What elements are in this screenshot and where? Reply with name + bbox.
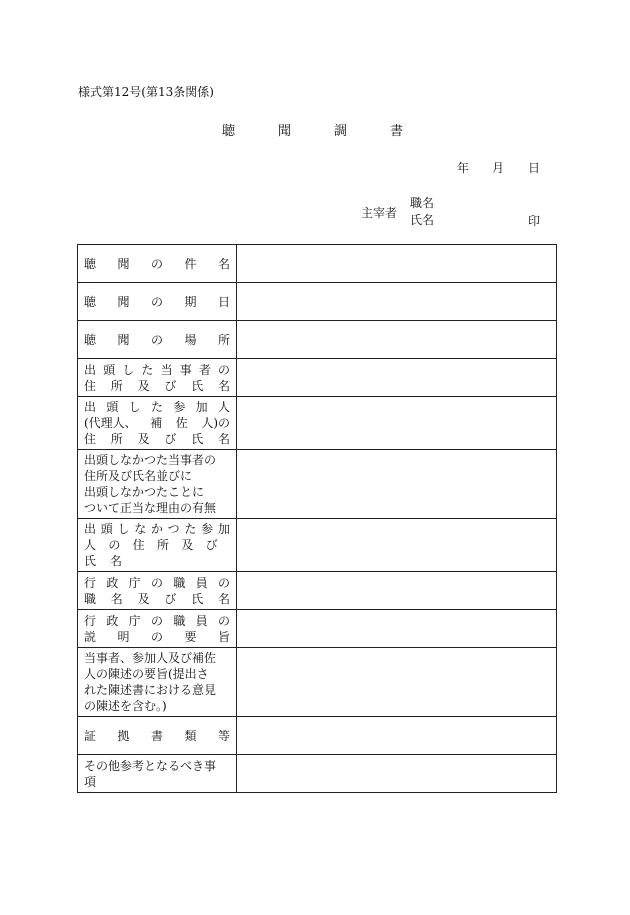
label-fragment: 名 — [110, 591, 123, 606]
label-fragment: の — [217, 613, 230, 628]
title-char: 調 — [334, 124, 348, 139]
label-line — [84, 332, 230, 348]
table-row — [78, 397, 557, 450]
label-fragment: 氏 — [84, 554, 97, 568]
label-fragment: 加 — [195, 400, 208, 414]
row-label — [78, 572, 237, 610]
label-fragment: 氏 — [191, 432, 204, 446]
label-fragment: 類 — [184, 728, 197, 743]
label-fragment: (代理人、 — [84, 416, 137, 430]
label-fragment: 名 — [217, 432, 230, 446]
label-fragment: 場 — [184, 332, 197, 347]
label-fragment: 人 — [217, 400, 230, 414]
table-row — [78, 321, 557, 359]
label-fragment: 行 — [84, 575, 97, 590]
label-fragment: 出 — [84, 362, 97, 377]
label-fragment: の — [150, 332, 163, 347]
name-label: 氏名 — [410, 213, 435, 227]
row-value-field[interactable] — [237, 283, 557, 321]
label-fragment: の陳述を含む。) — [84, 699, 167, 713]
label-fragment: 出頭しなかつた当事者の — [84, 453, 217, 467]
row-label — [78, 397, 237, 450]
label-fragment: ついて正当な理由の有無 — [84, 501, 217, 515]
label-fragment: 当 — [160, 362, 173, 377]
label-fragment: 項 — [84, 774, 97, 789]
title-char: 書 — [390, 124, 404, 139]
label-line — [84, 452, 230, 468]
label-fragment: し — [117, 522, 130, 536]
row-label — [78, 519, 237, 572]
label-fragment: 等 — [217, 728, 230, 743]
row-value-field[interactable] — [237, 648, 557, 717]
label-line — [84, 256, 230, 272]
label-fragment: 氏 — [191, 378, 204, 393]
label-fragment: た — [184, 522, 197, 536]
label-fragment: 出 — [84, 522, 97, 536]
label-fragment: 所 — [217, 332, 230, 347]
label-fragment: 員 — [195, 575, 208, 590]
seal-mark: 印 — [528, 214, 541, 228]
label-line — [84, 500, 230, 516]
label-fragment: 名 — [217, 256, 230, 271]
label-fragment: 職 — [173, 575, 186, 590]
label-fragment: 庁 — [128, 613, 141, 628]
row-label — [78, 245, 237, 283]
label-line — [84, 682, 230, 698]
label-fragment: し — [128, 400, 141, 414]
label-fragment: 人 — [84, 538, 97, 552]
label-fragment: か — [150, 522, 163, 536]
label-fragment: 聴 — [84, 294, 97, 309]
label-fragment: 期 — [184, 294, 197, 309]
label-fragment: 聴 — [84, 256, 97, 271]
label-fragment: 出頭しなかつたことに — [84, 485, 205, 499]
document-title — [222, 120, 403, 139]
date-month-label: 月 — [492, 161, 505, 175]
date-year-label: 年 — [457, 161, 470, 175]
label-line — [84, 378, 230, 394]
label-line — [84, 575, 230, 591]
label-fragment: 政 — [106, 575, 119, 590]
label-fragment: 頭 — [106, 400, 119, 414]
label-line — [84, 294, 230, 310]
label-fragment: 所 — [110, 432, 123, 446]
label-line — [84, 666, 230, 682]
table-row — [78, 359, 557, 397]
label-fragment: 佐 — [175, 416, 188, 430]
label-fragment: の — [108, 538, 121, 552]
row-label — [78, 648, 237, 717]
label-fragment: 拠 — [117, 728, 130, 743]
label-line — [84, 758, 230, 774]
row-label — [78, 321, 237, 359]
label-fragment: 人の陳述の要旨(提出さ — [84, 667, 209, 681]
row-label — [78, 283, 237, 321]
label-fragment: 書 — [150, 728, 163, 743]
table-row — [78, 450, 557, 519]
label-fragment: の — [217, 362, 230, 377]
label-fragment: 旨 — [217, 629, 230, 644]
row-label — [78, 717, 237, 755]
label-fragment: 証 — [84, 728, 97, 743]
title-char: 聴 — [222, 124, 236, 139]
row-label — [78, 359, 237, 397]
form-number: 様式第12号(第13条関係) — [78, 85, 214, 99]
label-fragment: 及 — [137, 378, 150, 393]
label-line — [84, 431, 230, 447]
label-fragment: 頭 — [100, 522, 113, 536]
label-fragment: 明 — [117, 629, 130, 644]
table-row — [78, 245, 557, 283]
label-fragment: び — [164, 378, 177, 393]
label-fragment: 加 — [217, 522, 230, 536]
label-fragment: 氏 — [191, 591, 204, 606]
table-row — [78, 283, 557, 321]
label-fragment: 聴 — [84, 332, 97, 347]
table-row — [78, 610, 557, 648]
label-line — [84, 698, 230, 714]
label-line — [84, 362, 230, 378]
label-fragment: 職 — [173, 613, 186, 628]
label-fragment: 住 — [84, 378, 97, 393]
label-fragment: 参 — [173, 400, 186, 414]
row-value-field[interactable] — [237, 519, 557, 572]
label-fragment: の — [217, 575, 230, 590]
label-fragment: 要 — [184, 629, 197, 644]
row-value-field[interactable] — [237, 572, 557, 610]
label-fragment: その他参考となるべき事 — [84, 758, 217, 773]
label-fragment: た — [141, 362, 154, 377]
label-fragment: 住 — [84, 432, 97, 446]
label-fragment: 名 — [217, 591, 230, 606]
label-fragment: の — [150, 575, 163, 590]
label-fragment: れた陳述書における意見 — [84, 683, 217, 697]
label-fragment: 名 — [110, 554, 123, 568]
label-fragment: 行 — [84, 613, 97, 628]
table-row — [78, 717, 557, 755]
label-fragment: 職 — [84, 591, 97, 606]
table-row — [78, 755, 557, 793]
label-line — [84, 537, 230, 553]
label-line — [84, 629, 230, 645]
label-fragment: 員 — [195, 613, 208, 628]
label-fragment: な — [134, 522, 147, 536]
row-value-field[interactable] — [237, 450, 557, 519]
label-fragment: た — [150, 400, 163, 414]
label-fragment: の — [150, 294, 163, 309]
row-label — [78, 610, 237, 648]
table-row — [78, 572, 557, 610]
row-value-field[interactable] — [237, 397, 557, 450]
presider-label: 主宰者 — [361, 206, 398, 220]
label-fragment: 所 — [110, 378, 123, 393]
label-fragment: 当事者、参加人及び補佐 — [84, 651, 217, 665]
row-value-field[interactable] — [237, 610, 557, 648]
label-fragment: 件 — [184, 256, 197, 271]
label-fragment: 人)の — [201, 416, 230, 430]
label-fragment: 所 — [156, 538, 169, 552]
label-line — [84, 468, 230, 484]
row-value-field[interactable] — [237, 245, 557, 283]
presider-post-name-labels — [410, 195, 434, 229]
label-fragment: 出 — [84, 400, 97, 414]
label-fragment: 及 — [137, 591, 150, 606]
post-label: 職名 — [410, 196, 435, 210]
label-fragment: の — [150, 613, 163, 628]
label-line — [84, 521, 230, 537]
date-day-label: 日 — [528, 161, 541, 175]
label-fragment: 頭 — [103, 362, 116, 377]
label-line — [84, 728, 230, 744]
label-fragment: 住所及び氏名並びに — [84, 469, 193, 483]
label-fragment: 聞 — [117, 256, 130, 271]
label-line — [84, 484, 230, 500]
label-fragment: し — [122, 362, 135, 377]
label-fragment: 補 — [150, 416, 163, 430]
label-line — [84, 415, 230, 431]
label-fragment: 事 — [179, 362, 192, 377]
label-fragment: 説 — [84, 629, 97, 644]
row-value-field[interactable] — [237, 359, 557, 397]
label-fragment: 聞 — [117, 332, 130, 347]
row-label — [78, 450, 237, 519]
label-fragment: び — [164, 432, 177, 446]
label-fragment: の — [150, 629, 163, 644]
title-char: 聞 — [278, 124, 292, 139]
row-value-field[interactable] — [237, 321, 557, 359]
label-fragment: つ — [167, 522, 180, 536]
table-row — [78, 519, 557, 572]
label-fragment: び — [164, 591, 177, 606]
label-fragment: 参 — [201, 522, 214, 536]
label-fragment: 政 — [106, 613, 119, 628]
label-fragment: 聞 — [117, 294, 130, 309]
row-label — [78, 755, 237, 793]
label-fragment: 及 — [181, 538, 194, 552]
label-line — [84, 399, 230, 415]
row-value-field[interactable] — [237, 755, 557, 793]
label-line — [84, 591, 230, 607]
label-fragment: び — [205, 538, 218, 552]
label-line — [84, 650, 230, 666]
label-fragment: 名 — [217, 378, 230, 393]
label-fragment: 日 — [217, 294, 230, 309]
label-fragment: 及 — [137, 432, 150, 446]
label-line — [84, 613, 230, 629]
label-fragment: 庁 — [128, 575, 141, 590]
label-fragment: の — [150, 256, 163, 271]
hearing-record-table — [77, 244, 557, 793]
label-fragment: 者 — [198, 362, 211, 377]
label-line — [84, 774, 230, 790]
table-row — [78, 648, 557, 717]
label-line — [84, 553, 230, 569]
label-fragment: 住 — [132, 538, 145, 552]
row-value-field[interactable] — [237, 717, 557, 755]
